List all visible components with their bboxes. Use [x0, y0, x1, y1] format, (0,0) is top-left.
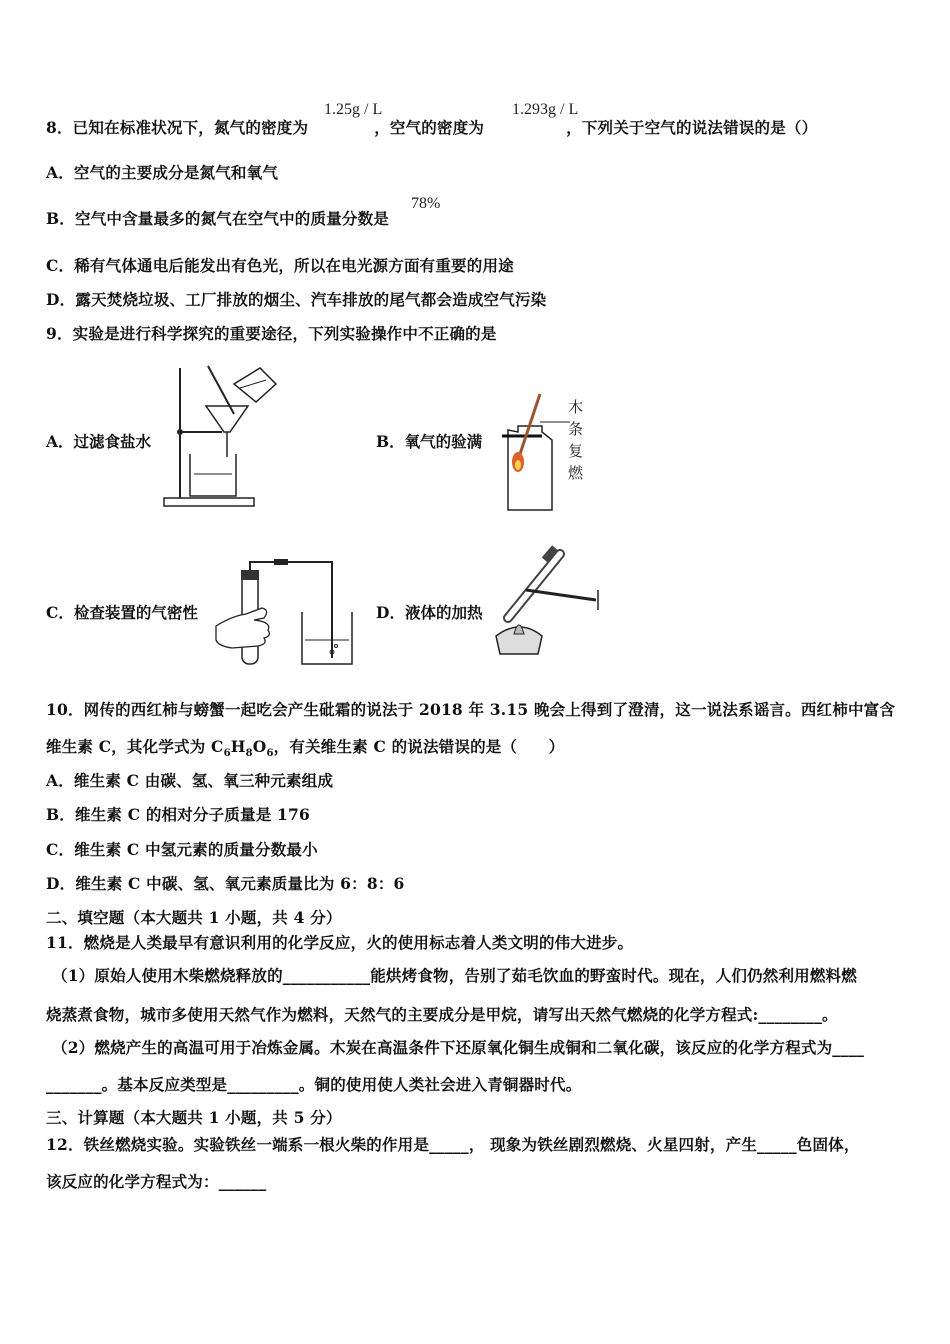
q10-option-c: C．维生素 C 中氢元素的质量分数最小 — [46, 840, 318, 859]
wood-relight-note: 木 条 复 燃 — [568, 398, 584, 482]
q10-option-a: A．维生素 C 由碳、氢、氧三种元素组成 — [46, 771, 334, 790]
section2-heading: 二、填空题（本大题共 1 小题，共 4 分） — [46, 908, 342, 927]
q11-part1-line1: （1）原始人使用木柴燃烧释放的___________能烘烤食物，告别了茹毛饮血的野蛮时代。现在，人们仍然利用燃料燃 — [52, 966, 857, 985]
q8-option-d: D．露天焚烧垃圾、工厂排放的烟尘、汽车排放的尾气都会造成空气污染 — [46, 290, 547, 309]
q10-option-d: D．维生素 C 中碳、氢、氧元素质量比为 6：8：6 — [46, 874, 405, 893]
q8-option-b-value: 78% — [411, 195, 441, 212]
q11-part1-line2: 烧蒸煮食物，城市多使用天然气作为燃料，天然气的主要成分是甲烷，请写出天然气燃烧的化学方程式:________。 — [46, 1005, 838, 1024]
section3-heading: 三、计算题（本大题共 1 小题，共 5 分） — [46, 1108, 342, 1127]
q11-stem: 11．燃烧是人类最早有意识利用的化学反应，火的使用标志着人类文明的伟大进步。 — [46, 933, 634, 952]
q10-stem-line2: 维生素 C，其化学式为 $C_6H_8O_6$，有关维生素 C 的说法错误的是（ ） — [46, 737, 565, 760]
q9-option-c-label: C．检查装置的气密性 — [46, 603, 198, 622]
q12-line2: 该反应的化学方程式为：______ — [46, 1172, 267, 1191]
note-pointer-line — [540, 420, 570, 424]
q9-option-a-label: A．过滤食盐水 — [46, 432, 152, 451]
liquid-heating-figure — [486, 544, 604, 660]
airtightness-check-figure — [212, 556, 362, 668]
n2-density-value: 1.25g / L — [324, 101, 383, 118]
q9-option-d-label: D．液体的加热 — [376, 603, 483, 622]
air-density-value: 1.293g / L — [512, 101, 579, 118]
q10-option-b: B．维生素 C 的相对分子质量是 176 — [46, 805, 310, 824]
q8-stem: 8．已知在标准状况下，氮气的密度为 ，空气的密度为 ，下列关于空气的说法错误的是（） — [46, 118, 818, 137]
q8-option-b: B．空气中含量最多的氮气在空气中的质量分数是 — [46, 209, 390, 228]
filtration-apparatus-figure — [162, 362, 292, 512]
q8-option-a: A．空气的主要成分是氮气和氧气 — [46, 163, 279, 182]
oxygen-test-figure — [496, 392, 566, 514]
q10-stem-line1: 10．网传的西红柿与螃蟹一起吃会产生砒霜的说法于 2018 年 3.15 晚会上得到了澄清，这一说法系谣言。西红柿中富含 — [46, 700, 896, 719]
q8-option-c: C．稀有气体通电后能发出有色光，所以在电光源方面有重要的用途 — [46, 256, 514, 275]
q9-option-b-label: B．氧气的验满 — [376, 432, 483, 451]
q11-part2-line1: （2）燃烧产生的高温可用于冶炼金属。木炭在高温条件下还原氧化铜生成铜和二氧化碳，该反应的化学方程式为____ — [52, 1038, 865, 1057]
q9-stem: 9．实验是进行科学探究的重要途径，下列实验操作中不正确的是 — [46, 324, 497, 343]
q11-part2-line2: _______。基本反应类型是_________。铜的使用使人类社会进入青铜器时代。 — [46, 1075, 582, 1094]
q12-line1: 12．铁丝燃烧实验。实验铁丝一端系一根火柴的作用是_____， 现象为铁丝剧烈燃烧、火星四射，产生_____色固体， — [46, 1135, 860, 1154]
